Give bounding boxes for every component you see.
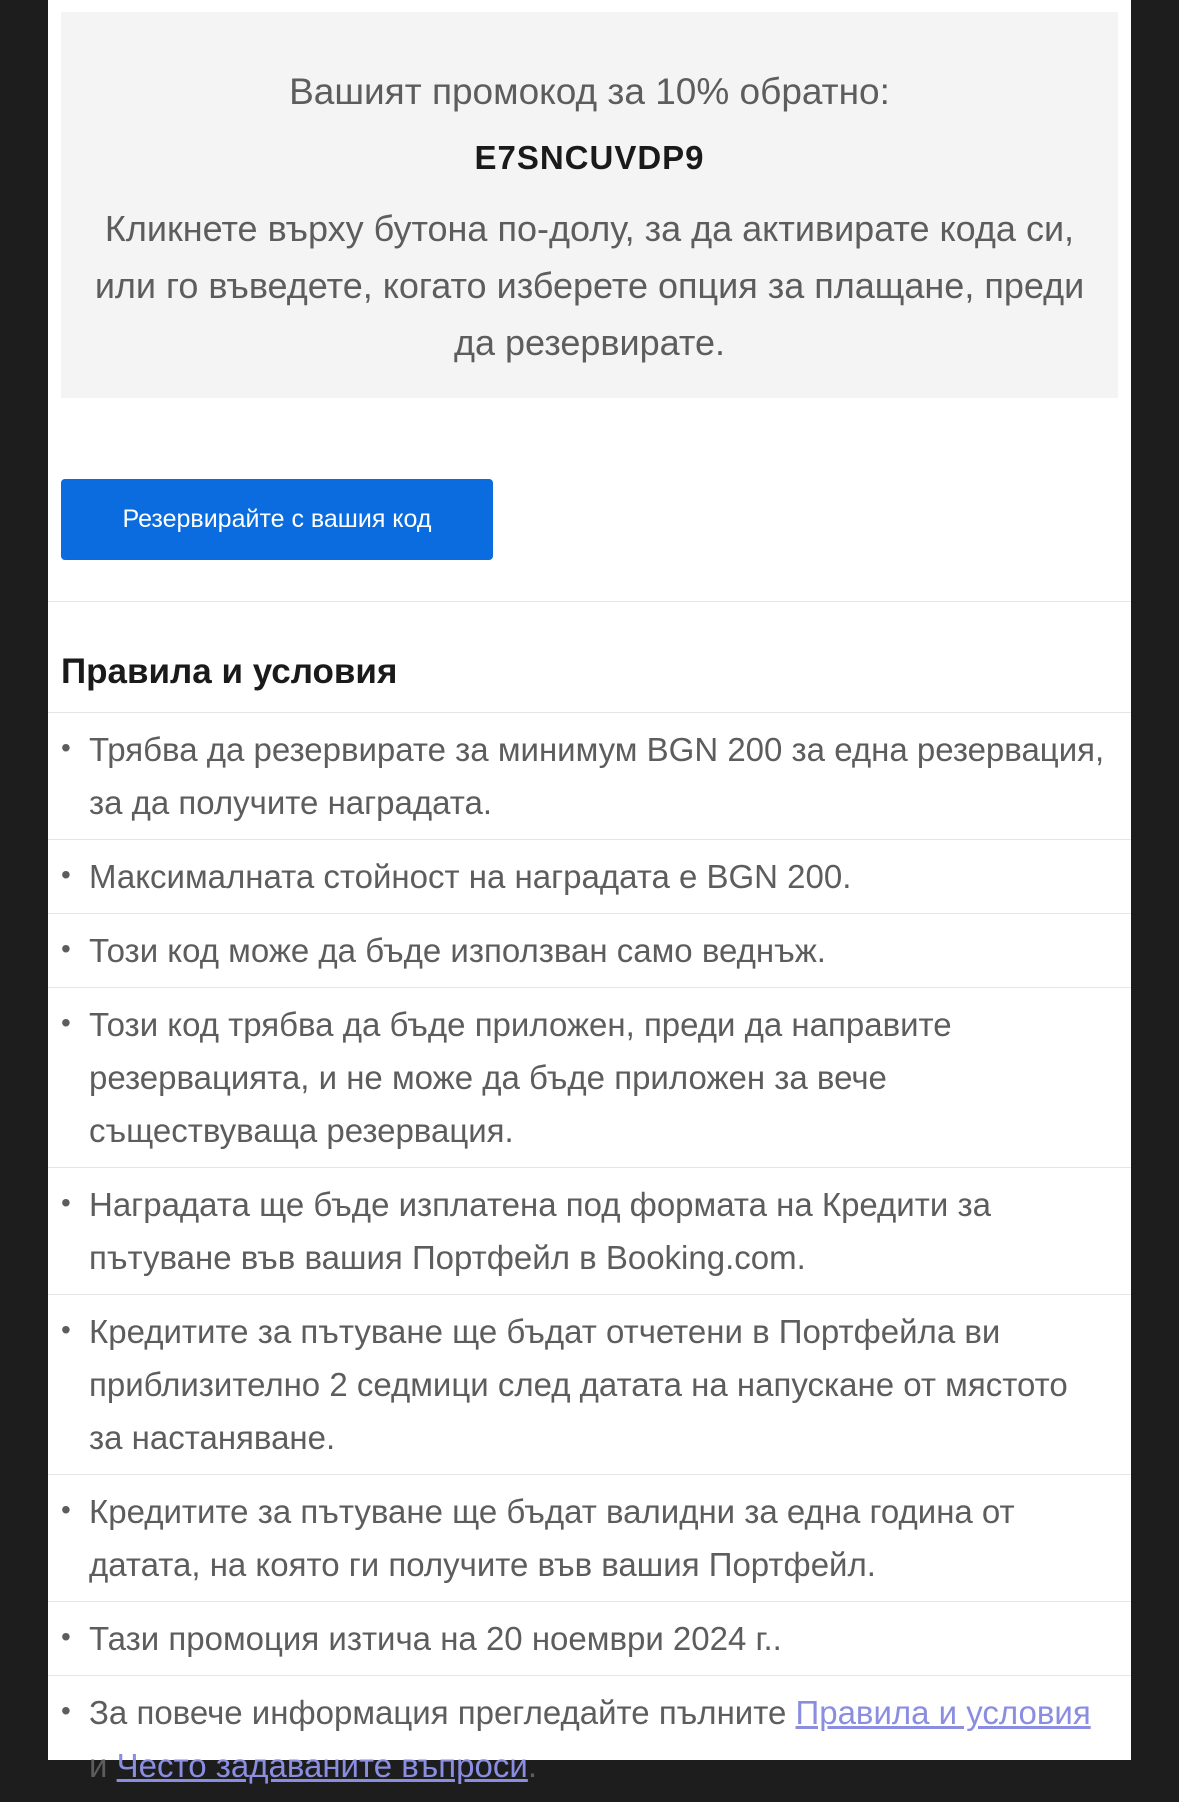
terms-item-text: Максималната стойност на наградата е BGN 200. [89,858,852,895]
bullet-icon: • [61,1621,71,1652]
terms-item-text: Този код трябва да бъде приложен, преди да направите резервацията, и не може да бъде приложен за вече съществуваща резервация. [89,1006,952,1149]
terms-item-text: Трябва да резервирате за минимум BGN 200 за една резервация, за да получите наградата. [89,731,1105,821]
section-divider [48,601,1131,602]
book-with-code-button[interactable]: Резервирайте с вашия код [61,479,493,560]
promo-heading: Вашият промокод за 10% обратно: [289,71,890,112]
bullet-icon: • [61,1007,71,1038]
promo-description: Кликнете върху бутона по-долу, за да активирате кода си, или го въведете, когато изберете опция за плащане, преди да резервирате. [94,208,1085,363]
terms-title: Правила и условия [61,652,398,691]
terms-list-item [48,913,1131,987]
terms-more-info-middle: и [89,1747,117,1784]
bullet-icon: • [61,732,71,763]
terms-item-text: Кредитите за пътуване ще бъдат валидни за една година от датата, на която ги получите във вашия Портфейл. [89,1493,1015,1583]
terms-list [48,712,1131,1802]
terms-list-item [48,1675,1131,1802]
bullet-icon: • [61,1187,71,1218]
terms-list-item [48,1167,1131,1294]
terms-item-text: Този код може да бъде използван само веднъж. [89,932,826,969]
terms-more-info-prefix: За повече информация прегледайте пълните [89,1694,796,1731]
bullet-icon: • [61,1494,71,1525]
terms-list-item [48,712,1131,839]
terms-list-item [48,987,1131,1167]
promo-code-box [61,12,1118,398]
terms-item-text: Наградата ще бъде изплатена под формата на Кредити за пътуване във вашия Портфейл в Booking.com. [89,1186,991,1276]
bullet-icon: • [61,1695,71,1726]
bullet-icon: • [61,933,71,964]
terms-more-info-suffix: . [527,1747,537,1784]
terms-list-item [48,1601,1131,1675]
bullet-icon: • [61,859,71,890]
terms-list-item [48,1294,1131,1474]
faq-link[interactable]: Често задаваните въпроси [116,1747,528,1784]
terms-list-item [48,839,1131,913]
terms-and-conditions-link[interactable]: Правила и условия [795,1694,1091,1731]
promo-code: E7SNCUVDP9 [474,139,705,176]
bullet-icon: • [61,1314,71,1345]
terms-item-text: Кредитите за пътуване ще бъдат отчетени в Портфейла ви приблизително 2 седмици след датата на напускане от мястото за настаняване. [89,1313,1068,1456]
terms-item-text: Тази промоция изтича на 20 ноември 2024 г.. [89,1620,782,1657]
email-content [48,0,1131,1784]
terms-list-item [48,1474,1131,1601]
